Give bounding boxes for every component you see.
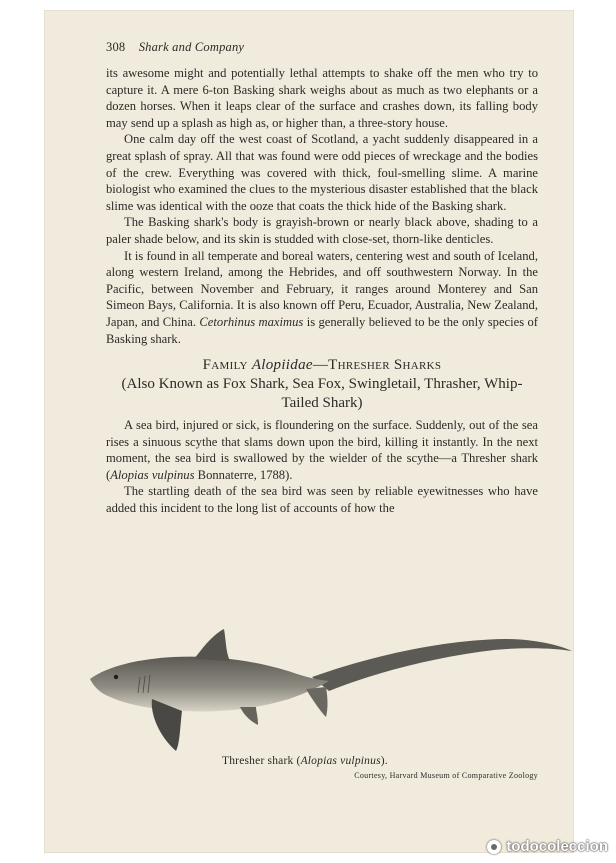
running-title: Shark and Company [138, 40, 245, 54]
thresher-shark-illustration [44, 615, 574, 765]
family-name: Alopiidae [251, 357, 313, 374]
paragraph-4-text: It is found in all temperate and boreal waters, centering west and south of Iceland, along western Ireland, among the Hebrides, and off southwestern Norway. In the Pacific, between November and February, it ranges around Monterey and San Simeon Bays, California. It is also known off Peru, Ecuador, Australia, New Zealand, Japan, and China. [106, 248, 538, 329]
paragraph-4-end: is generally believed to be the only species of Basking shark. [106, 314, 538, 346]
shark-eye [114, 675, 118, 679]
pelvic-fin [240, 707, 258, 725]
paragraph-3: The Basking shark's body is grayish-brown or nearly black above, shading to a paler shade below, and its skin is studded with close-set, thorn-like denticles. [106, 215, 538, 246]
figure-credit: Courtesy, Harvard Museum of Comparative Zoology [354, 771, 538, 780]
paragraph-6: The startling death of the sea bird was seen by reliable eyewitnesses who have added this incident to the long list of accounts of how the [106, 484, 538, 516]
caption-suffix: ). [380, 755, 388, 767]
family-word: Family [202, 357, 248, 374]
paragraph-2: One calm day off the west coast of Scotland, a yacht suddenly disappeared in a great splash of spray. All that was found were odd pieces of wreckage and the bodies of the crew. Everything was covered with thick, foul-smelling slime. A marine biologist who examined the clues to the mysterious disaster established that the black slime was identical with the ooze that coats the thick hide of the Basking shark. [106, 132, 538, 213]
watermark [487, 838, 608, 855]
species-name: Cetorhinus maximus [199, 314, 304, 329]
family-heading: Family Alopiidae—Thresher Sharks [202, 357, 442, 374]
tail-lobe [312, 639, 572, 691]
dorsal-fin [194, 629, 230, 661]
page-number: 308 [106, 40, 126, 54]
thresher-species-name: Alopias vulpinus [110, 467, 195, 482]
paragraph-5-text: A sea bird, injured or sick, is floundering on the surface. Suddenly, out of the sea rises a sinuous scythe that slams down upon the bird, killing it instantly. In the next moment, the sea bird is swallowed by the wielder of the scythe—a Thresher shark ( [106, 418, 538, 482]
caption-prefix: Thresher shark ( [222, 755, 301, 767]
also-known-as: (Also Known as Fox Shark, Sea Fox, Swingletail, Thrasher, Whip-Tailed Shark) [121, 376, 523, 412]
book-page [44, 10, 574, 853]
paragraph-1: its awesome might and potentially lethal attempts to shake off the men who try to capture it. A mere 6-ton Basking shark weighs about as much as two elephants or a dozen horses. When it leaps clear of the surface and crashes down, its falling body may send up a splash as high as, or higher than, a three-story house. [106, 66, 538, 130]
paragraph-5-end: Bonnaterre, 1788). [194, 467, 293, 482]
running-head [106, 40, 244, 55]
body-text [106, 65, 538, 517]
paragraph-5 [106, 417, 538, 483]
figure-caption [222, 755, 388, 767]
watermark-text: todocoleccion [506, 838, 608, 855]
family-common-name: Thresher Sharks [328, 357, 442, 374]
lower-caudal-fin [306, 687, 328, 717]
caption-species: Alopias vulpinus [300, 755, 381, 767]
paragraph-4 [106, 248, 538, 348]
shark-body [90, 657, 329, 712]
watermark-logo-icon [487, 840, 501, 854]
